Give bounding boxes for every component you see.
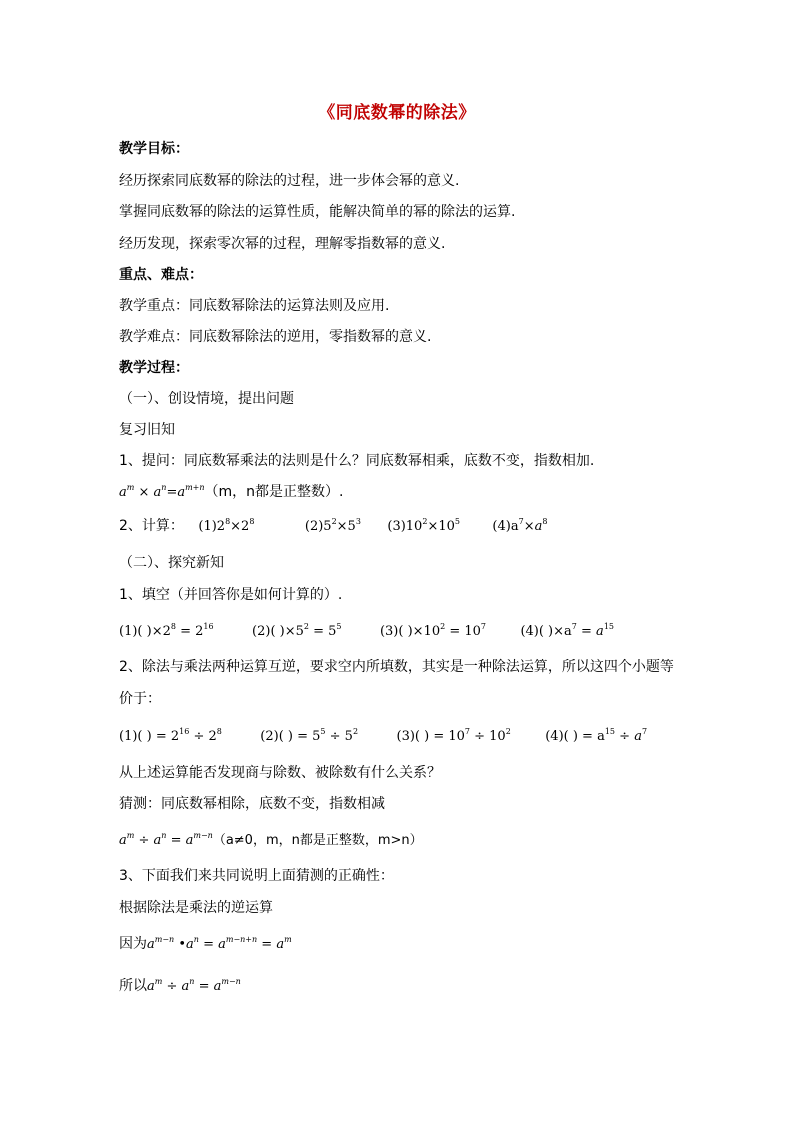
fill-item: (3)( )$\times 10^2 = 10^7$ xyxy=(379,622,486,639)
objective-item: 经历发现，探索零次幂的过程，理解零指数幂的意义. xyxy=(119,236,446,252)
calc-item: $(1)2^8\times 2^8$ xyxy=(198,517,255,534)
division-item: (3)( ) = $10^7 \div 10^2$ xyxy=(396,727,511,744)
because-label: 因为 xyxy=(119,936,147,952)
fill-item: (4)( )$\times a^7 = a^{15}$ xyxy=(520,622,614,639)
division-row xyxy=(119,726,647,747)
document-title: 《同底数幂的除法》 xyxy=(318,103,476,123)
calc-item: $(4)a^7\times a^8$ xyxy=(492,517,548,534)
division-item: (4)( ) = $a^{15} \div a^7$ xyxy=(545,727,648,744)
fill-blanks-row xyxy=(119,621,614,642)
review-label: 复习旧知 xyxy=(119,422,175,438)
teaching-difficulty: 教学难点：同底数幂除法的逆用，零指数幂的意义. xyxy=(119,329,432,345)
because-expression: $a^{m-n}$ $•a^n = a^{m-n+n} = a^m$ xyxy=(147,935,292,952)
fill-prompt: 1、填空（并回答你是如何计算的）. xyxy=(119,587,343,603)
question-2 xyxy=(119,516,547,537)
part1-heading: （一）、创设情境，提出问题 xyxy=(119,391,294,407)
objective-item: 掌握同底数幂的除法的运算性质，能解决简单的幂的除法的运算. xyxy=(119,204,516,220)
fill-item: (2)( )$\times 5^2 = 5^5$ xyxy=(252,622,342,639)
rule-note: （m，n都是正整数）. xyxy=(204,484,344,500)
teaching-focus: 教学重点：同底数幂除法的运算法则及应用. xyxy=(119,298,390,314)
guess-text: 猜测：同底数幂相除，底数不变，指数相减 xyxy=(119,796,385,812)
fill-item: (1)( )$\times 2^8 = 2^{16}$ xyxy=(119,622,214,639)
therefore-formula xyxy=(119,976,241,997)
part2-heading: （二）、探究新知 xyxy=(119,555,224,571)
reason-text: 根据除法是乘法的逆运算 xyxy=(119,900,273,916)
objectives-heading: 教学目标： xyxy=(119,141,189,157)
inverse-explanation: 2、除法与乘法两种运算互逆，要求空内所填数，其实是一种除法运算，所以这四个小题等 xyxy=(119,659,674,675)
process-heading: 教学过程： xyxy=(119,360,189,376)
division-rule xyxy=(119,830,423,851)
calc-item: $(3)10^2\times 10^5$ xyxy=(387,517,460,534)
division-formula: $a^m \div a^n = a^{m-n}$ xyxy=(119,831,213,848)
calc-item: $(2)5^2\times 5^3$ xyxy=(304,517,361,534)
multiplication-rule xyxy=(119,482,344,503)
key-points-heading: 重点、难点： xyxy=(119,267,203,283)
therefore-expression: $a^m \div a^n = a^{m-n}$ xyxy=(147,977,241,994)
question-1: 1、提问：同底数幂乘法的法则是什么？同底数幂相乘，底数不变，指数相加. xyxy=(119,453,595,469)
q2-label: 2、计算： xyxy=(119,518,184,534)
because-formula xyxy=(119,934,292,955)
objective-item: 经历探索同底数幂的除法的过程，进一步体会幂的意义. xyxy=(119,173,460,189)
division-item: (1)( ) = $2^{16} \div 2^8$ xyxy=(119,727,222,744)
division-item: (2)( ) = $5^5 \div 5^2$ xyxy=(260,727,359,744)
therefore-label: 所以 xyxy=(119,978,147,994)
verify-text: 3、下面我们来共同说明上面猜测的正确性： xyxy=(119,868,394,884)
rule-formula: $a^m \times a^n=a^{m+n}$ xyxy=(119,483,205,500)
relationship-question: 从上述运算能否发现商与除数、被除数有什么关系？ xyxy=(119,765,441,781)
inverse-explanation-cont: 价于： xyxy=(119,691,161,707)
division-rule-note: （a≠0，m，n都是正整数，m>n） xyxy=(212,833,423,848)
